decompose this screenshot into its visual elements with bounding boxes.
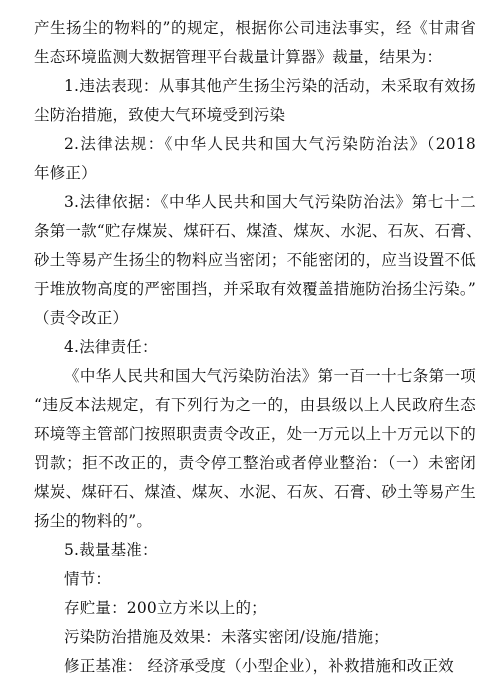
text-line: 砂土等易产生扬尘的物料应当密闭；不能密闭的，应当设置不低: [34, 251, 476, 269]
text-line: “违反本法规定，有下列行为之一的，由县级以上人民政府生态: [34, 396, 476, 414]
text-line: 2.法律法规：《中华人民共和国大气污染防治法》（2018: [64, 135, 476, 153]
text-line: 情节：: [64, 570, 112, 588]
text-line: 修正基准： 经济承受度（小型企业），补救措施和改正效: [64, 657, 454, 675]
text-line: 扬尘的物料的”。: [34, 512, 153, 530]
text-line: 环境等主管部门按照职责责令改正，处一万元以上十万元以下的: [34, 425, 476, 443]
text-line: 年修正）: [34, 164, 97, 182]
text-line: 罚款；拒不改正的，责令停工整治或者停业整治：（一）未密闭: [34, 454, 476, 472]
text-line: 污染防治措施及效果：未落实密闭/设施/措施；: [64, 628, 389, 646]
text-line: 5.裁量基准：: [64, 541, 158, 559]
text-line: 3.法律依据：《中华人民共和国大气污染防治法》第七十二: [64, 193, 476, 211]
text-line: 存贮量：200立方米以上的；: [64, 599, 267, 617]
text-line: 尘防治措施，致使大气环境受到污染: [34, 106, 286, 124]
text-line: 产生扬尘的物料的”的规定，根据你公司违法事实，经《甘肃省: [34, 19, 476, 37]
text-line: 生态环境监测大数据管理平台裁量计算器》裁量，结果为：: [34, 48, 443, 66]
text-line: 于堆放物高度的严密围挡，并采取有效覆盖措施防治扬尘污染。”: [34, 280, 476, 298]
text-line: 4.法律责任：: [64, 338, 158, 356]
text-line: 《中华人民共和国大气污染防治法》第一百一十七条第一项: [64, 367, 476, 385]
text-line: 条第一款“贮存煤炭、煤矸石、煤渣、煤灰、水泥、石灰、石膏、: [34, 222, 482, 240]
text-line: （责令改正）: [34, 309, 129, 327]
text-line: 煤炭、煤矸石、煤渣、煤灰、水泥、石灰、石膏、砂土等易产生: [34, 483, 476, 501]
text-line: 1.违法表现：从事其他产生扬尘污染的活动，未采取有效扬: [64, 77, 476, 95]
